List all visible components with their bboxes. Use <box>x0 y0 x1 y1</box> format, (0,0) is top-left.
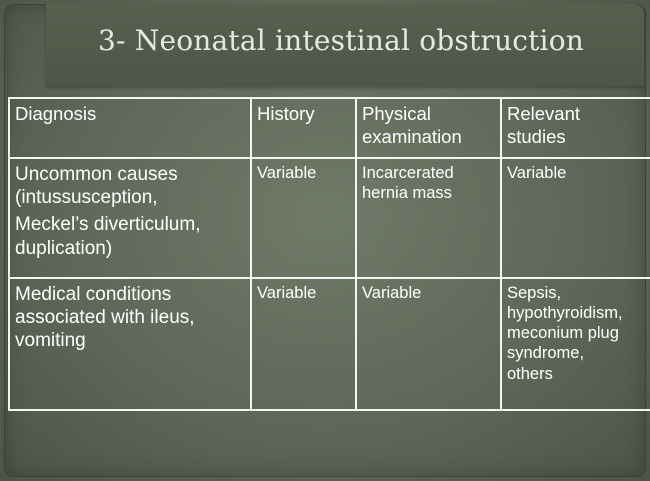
header-physical-line-1: Physical <box>362 103 431 124</box>
cell-line: associated with ileus, <box>15 307 195 329</box>
cell-physical <box>356 158 501 278</box>
cell-line: duplication) <box>15 237 113 259</box>
cell-line: hypothyroidism, <box>507 304 623 323</box>
header-relevant-studies <box>501 98 650 158</box>
cell-studies <box>501 158 650 278</box>
cell-line: Variable <box>257 164 317 182</box>
table-row <box>9 278 650 410</box>
header-studies-line-2: studies <box>507 125 566 147</box>
table-row <box>9 158 650 278</box>
cell-line: hernia mass <box>362 184 452 203</box>
cell-line: Variable <box>362 284 422 302</box>
header-physical-line-2: examination <box>362 125 462 147</box>
header-history <box>251 98 356 158</box>
slide-title: 3- Neonatal intestinal obstruction <box>98 24 584 57</box>
table-container <box>8 97 634 407</box>
cell-line: Variable <box>257 284 317 302</box>
cell-line: Uncommon causes <box>15 164 178 185</box>
cell-history <box>251 278 356 410</box>
cell-studies <box>501 278 650 410</box>
diagnosis-table <box>8 97 650 411</box>
header-diagnosis-text: Diagnosis <box>15 103 97 124</box>
cell-diagnosis <box>9 278 251 410</box>
cell-line: Incarcerated <box>362 164 454 182</box>
cell-history <box>251 158 356 278</box>
header-diagnosis <box>9 98 251 158</box>
cell-line: meconium plug <box>507 324 619 343</box>
cell-line: Meckel’s diverticulum, <box>15 214 201 236</box>
cell-line: Sepsis, <box>507 284 562 302</box>
cell-line: Medical conditions <box>15 284 172 305</box>
cell-line: others <box>507 364 553 383</box>
cell-physical <box>356 278 501 410</box>
cell-line: vomiting <box>15 330 86 352</box>
header-history-text: History <box>257 103 315 124</box>
cell-diagnosis <box>9 158 251 278</box>
cell-line: Variable <box>507 164 567 182</box>
header-physical-examination <box>356 98 501 158</box>
cell-line: syndrome, <box>507 344 585 363</box>
table-header-row <box>9 98 650 158</box>
header-studies-line-1: Relevant <box>507 103 581 124</box>
cell-line: (intussusception, <box>15 187 158 209</box>
